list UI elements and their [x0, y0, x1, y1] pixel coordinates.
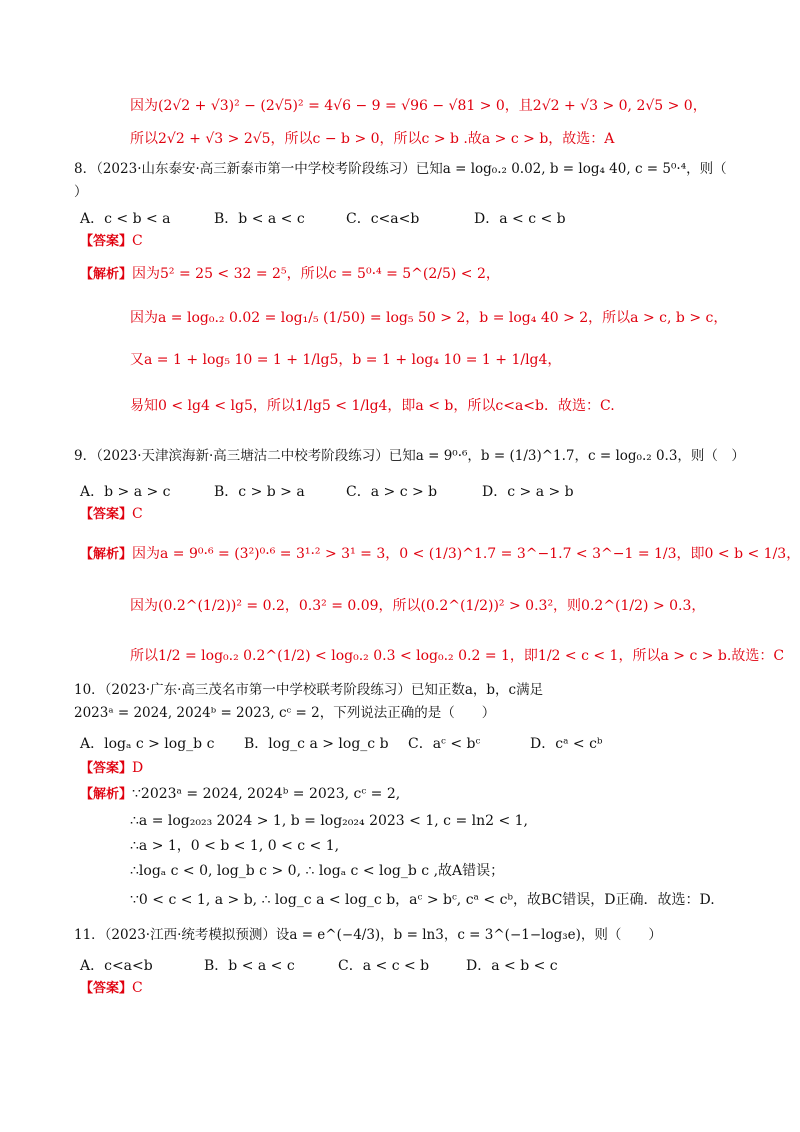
question-10-analysis-2: ∴a = log₂₀₂₃ 2024 > 1, b = log₂₀₂₄ 2023 < 1, c = ln2 < 1, — [130, 813, 529, 829]
question-10-analysis-3: ∴a > 1，0 < b < 1, 0 < c < 1, — [130, 838, 340, 854]
question-8-stem-close: ） — [74, 184, 88, 200]
question-8-analysis-3: 又a = 1 + log₅ 10 = 1 + 1/lg5，b = 1 + log₄ 10 = 1 + 1/lg4， — [130, 352, 562, 368]
question-9-option-c: C．a > c > b — [346, 484, 438, 500]
question-10-option-d: D．cᵃ < cᵇ — [530, 736, 603, 752]
question-10-option-c: C．aᶜ < bᶜ — [408, 736, 481, 752]
question-9-option-b: B．c > b > a — [214, 484, 305, 500]
question-9-answer — [80, 504, 143, 525]
question-10-answer — [80, 758, 143, 779]
question-11-option-a: A．c<a<b — [80, 958, 153, 974]
question-8-option-d: D．a < c < b — [474, 211, 566, 227]
analysis-tag: 【解析】 — [80, 787, 133, 802]
question-8-analysis-1 — [80, 264, 500, 285]
answer-value: C — [132, 980, 143, 996]
question-8-option-b: B．b < a < c — [214, 211, 305, 227]
question-11-option-b: B．b < a < c — [204, 958, 295, 974]
question-8-analysis-4: 易知0 < lg4 < lg5，所以1/lg5 < 1/lg4，即a < b，所以c<a<b．故选：C. — [130, 398, 615, 414]
question-9-option-a: A．b > a > c — [80, 484, 171, 500]
question-10-stem: 10．（2023·广东·高三茂名市第一中学校联考阶段练习）已知正数a，b，c满足 — [74, 682, 544, 698]
answer-tag: 【答案】 — [80, 981, 133, 996]
analysis-tag: 【解析】 — [80, 547, 133, 562]
analysis-tag: 【解析】 — [80, 267, 133, 282]
question-10-option-a: A．logₐ c > log_b c — [80, 736, 215, 752]
question-8-analysis-2: 因为a = log₀.₂ 0.02 = log₁/₅ (1/50) = log₅ 50 > 2，b = log₄ 40 > 2，所以a > c, b > c， — [130, 310, 728, 326]
answer-tag: 【答案】 — [80, 234, 133, 249]
solution-line: 因为(2√2 + √3)² − (2√5)² = 4√6 − 9 = √96 − √81 > 0，且2√2 + √3 > 0, 2√5 > 0， — [130, 98, 707, 114]
question-10-option-b: B．log_c a > log_c b — [244, 736, 389, 752]
answer-tag: 【答案】 — [80, 761, 133, 776]
answer-value: C — [132, 506, 143, 522]
question-11-stem: 11．（2023·江西·统考模拟预测）设a = e^(−4/3)，b = ln3，c = 3^(−1−log₃e)，则（ ） — [74, 927, 662, 943]
answer-value: D — [132, 760, 144, 776]
question-9-analysis-1 — [80, 544, 800, 565]
question-8-option-a: A．c < b < a — [80, 211, 171, 227]
analysis-text: ∵2023ᵃ = 2024, 2024ᵇ = 2023, cᶜ = 2, — [132, 786, 401, 802]
question-11-option-d: D．a < b < c — [466, 958, 558, 974]
analysis-text: 因为a = 9⁰·⁶ = (3²)⁰·⁶ = 3¹·² > 3¹ = 3，0 < (1/3)^1.7 = 3^−1.7 < 3^−1 = 1/3，即0 < b < 1/3， — [132, 546, 800, 562]
question-10-analysis-1 — [80, 784, 400, 805]
answer-value: C — [132, 233, 143, 249]
question-8-option-c: C．c<a<b — [346, 211, 420, 227]
answer-tag: 【答案】 — [80, 507, 133, 522]
question-9-analysis-2: 因为(0.2^(1/2))² = 0.2，0.3² = 0.09，所以(0.2^(1/2))² > 0.3²，则0.2^(1/2) > 0.3， — [130, 598, 706, 614]
question-9-analysis-3: 所以1/2 = log₀.₂ 0.2^(1/2) < log₀.₂ 0.3 < log₀.₂ 0.2 = 1，即1/2 < c < 1，所以a > c > b.故选：C — [130, 648, 785, 664]
solution-line: 所以2√2 + √3 > 2√5，所以c − b > 0，所以c > b .故a > c > b，故选：A — [130, 131, 615, 147]
question-9-stem: 9．（2023·天津滨海新·高三塘沽二中校考阶段练习）已知a = 9⁰·⁶，b = (1/3)^1.7，c = log₀.₂ 0.3，则（ ） — [74, 448, 745, 464]
question-9-option-d: D．c > a > b — [482, 484, 574, 500]
question-11-option-c: C．a < c < b — [338, 958, 430, 974]
question-8-answer — [80, 231, 143, 252]
analysis-text: 因为5² = 25 < 32 = 2⁵，所以c = 5⁰·⁴ = 5^(2/5) < 2， — [132, 266, 500, 282]
question-11-answer — [80, 978, 143, 999]
question-8-stem: 8．（2023·山东泰安·高三新泰市第一中学校考阶段练习）已知a = log₀.₂ 0.02, b = log₄ 40, c = 5⁰·⁴，则（ — [74, 161, 727, 177]
question-10-analysis-5: ∵0 < c < 1, a > b, ∴ log_c a < log_c b，aᶜ > bᶜ, cᵃ < cᵇ，故BC错误，D正确．故选：D. — [130, 892, 715, 908]
question-10-analysis-4: ∴logₐ c < 0, log_b c > 0, ∴ logₐ c < log_b c ,故A错误； — [130, 863, 505, 879]
question-10-stem-condition: 2023ᵃ = 2024, 2024ᵇ = 2023, cᶜ = 2，下列说法正确的是（ ） — [74, 705, 496, 721]
